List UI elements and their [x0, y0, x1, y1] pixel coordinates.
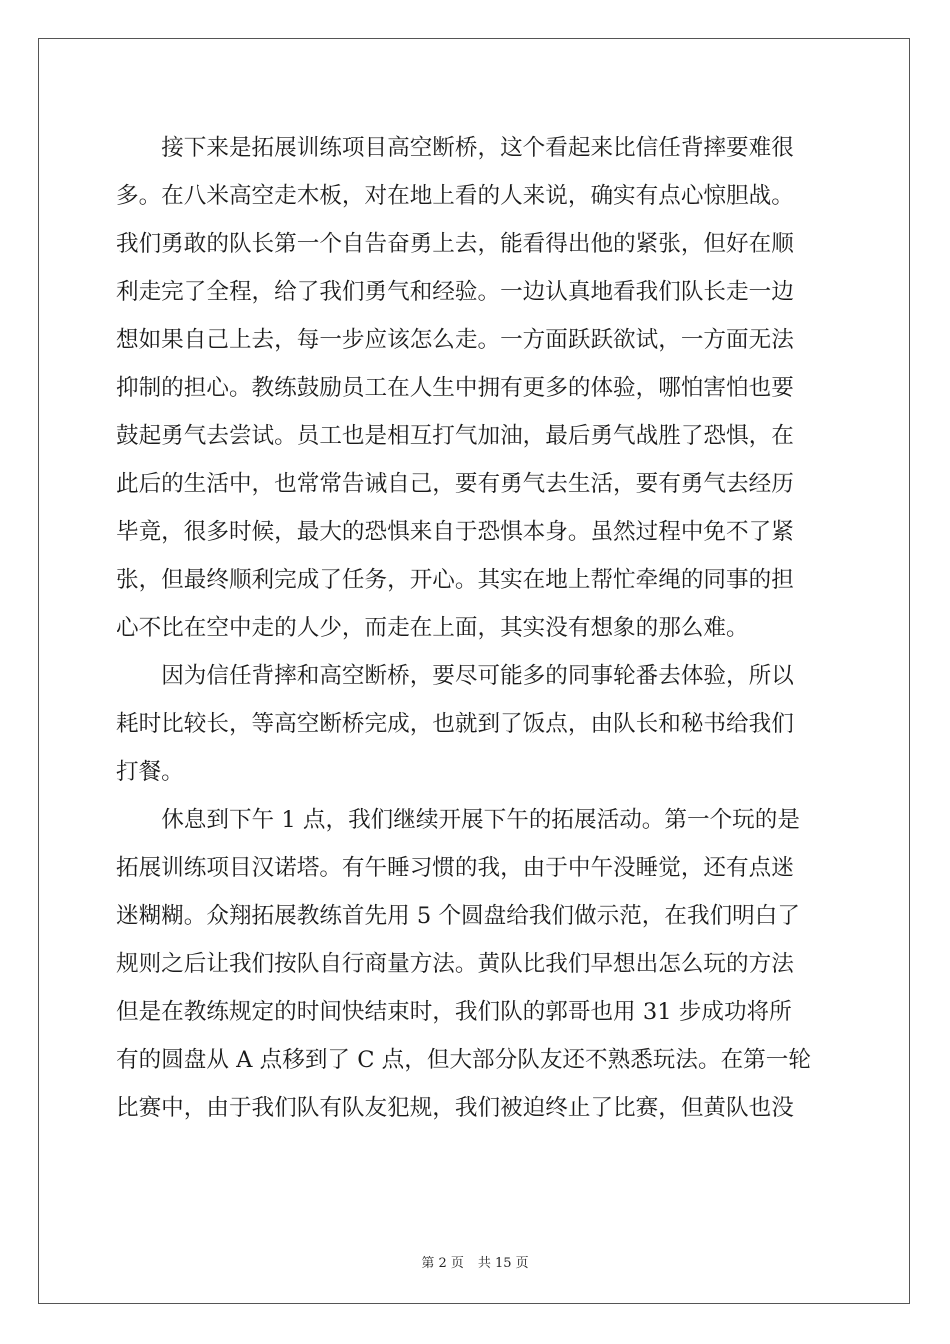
text-line: 张，但最终顺利完成了任务，开心。其实在地上帮忙牵绳的同事的担 [116, 567, 794, 593]
text-line: 拓展训练项目汉诺塔。有午睡习惯的我，由于中午没睡觉，还有点迷 [116, 855, 794, 881]
text-line: 心不比在空中走的人少，而走在上面，其实没有想象的那么难。 [116, 615, 749, 641]
text-line: 多。在八米高空走木板，对在地上看的人来说，确实有点心惊胆战。 [116, 183, 794, 209]
text-line: 想如果自己上去，每一步应该怎么走。一方面跃跃欲试，一方面无法 [116, 327, 794, 353]
text-line: 但是在教练规定的时间快结束时，我们队的郭哥也用 31 步成功将所 [116, 999, 792, 1025]
text-line: 鼓起勇气去尝试。员工也是相互打气加油，最后勇气战胜了恐惧，在 [116, 423, 794, 449]
text-line: 此后的生活中，也常常告诫自己，要有勇气去生活，要有勇气去经历 [116, 471, 794, 497]
text-line: 有的圆盘从 A 点移到了 C 点，但大部分队友还不熟悉玩法。在第一轮 [116, 1047, 811, 1073]
text-line: 毕竟，很多时候，最大的恐惧来自于恐惧本身。虽然过程中免不了紧 [116, 519, 794, 545]
text-line: 打餐。 [116, 759, 184, 785]
paragraph [116, 124, 832, 652]
text-line: 因为信任背摔和高空断桥，要尽可能多的同事轮番去体验，所以 [161, 663, 794, 689]
text-line: 我们勇敢的队长第一个自告奋勇上去，能看得出他的紧张，但好在顺 [116, 231, 794, 257]
text-line: 接下来是拓展训练项目高空断桥，这个看起来比信任背摔要难很 [161, 135, 794, 161]
page-footer [0, 1252, 950, 1271]
text-line: 利走完了全程，给了我们勇气和经验。一边认真地看我们队长走一边 [116, 279, 794, 305]
document-body [116, 124, 832, 1132]
text-line: 休息到下午 1 点，我们继续开展下午的拓展活动。第一个玩的是 [161, 807, 800, 833]
text-line: 迷糊糊。众翔拓展教练首先用 5 个圆盘给我们做示范，在我们明白了 [116, 903, 800, 929]
total-pages: 共 15 页 [477, 1256, 529, 1271]
text-line: 抑制的担心。教练鼓励员工在人生中拥有更多的体验，哪怕害怕也要 [116, 375, 794, 401]
paragraph [116, 796, 832, 1132]
text-line: 耗时比较长，等高空断桥完成，也就到了饭点，由队长和秘书给我们 [116, 711, 794, 737]
paragraph [116, 652, 832, 796]
text-line: 规则之后让我们按队自行商量方法。黄队比我们早想出怎么玩的方法 [116, 951, 794, 977]
page-number: 第 2 页 [421, 1256, 464, 1271]
text-line: 比赛中，由于我们队有队友犯规，我们被迫终止了比赛，但黄队也没 [116, 1095, 794, 1121]
